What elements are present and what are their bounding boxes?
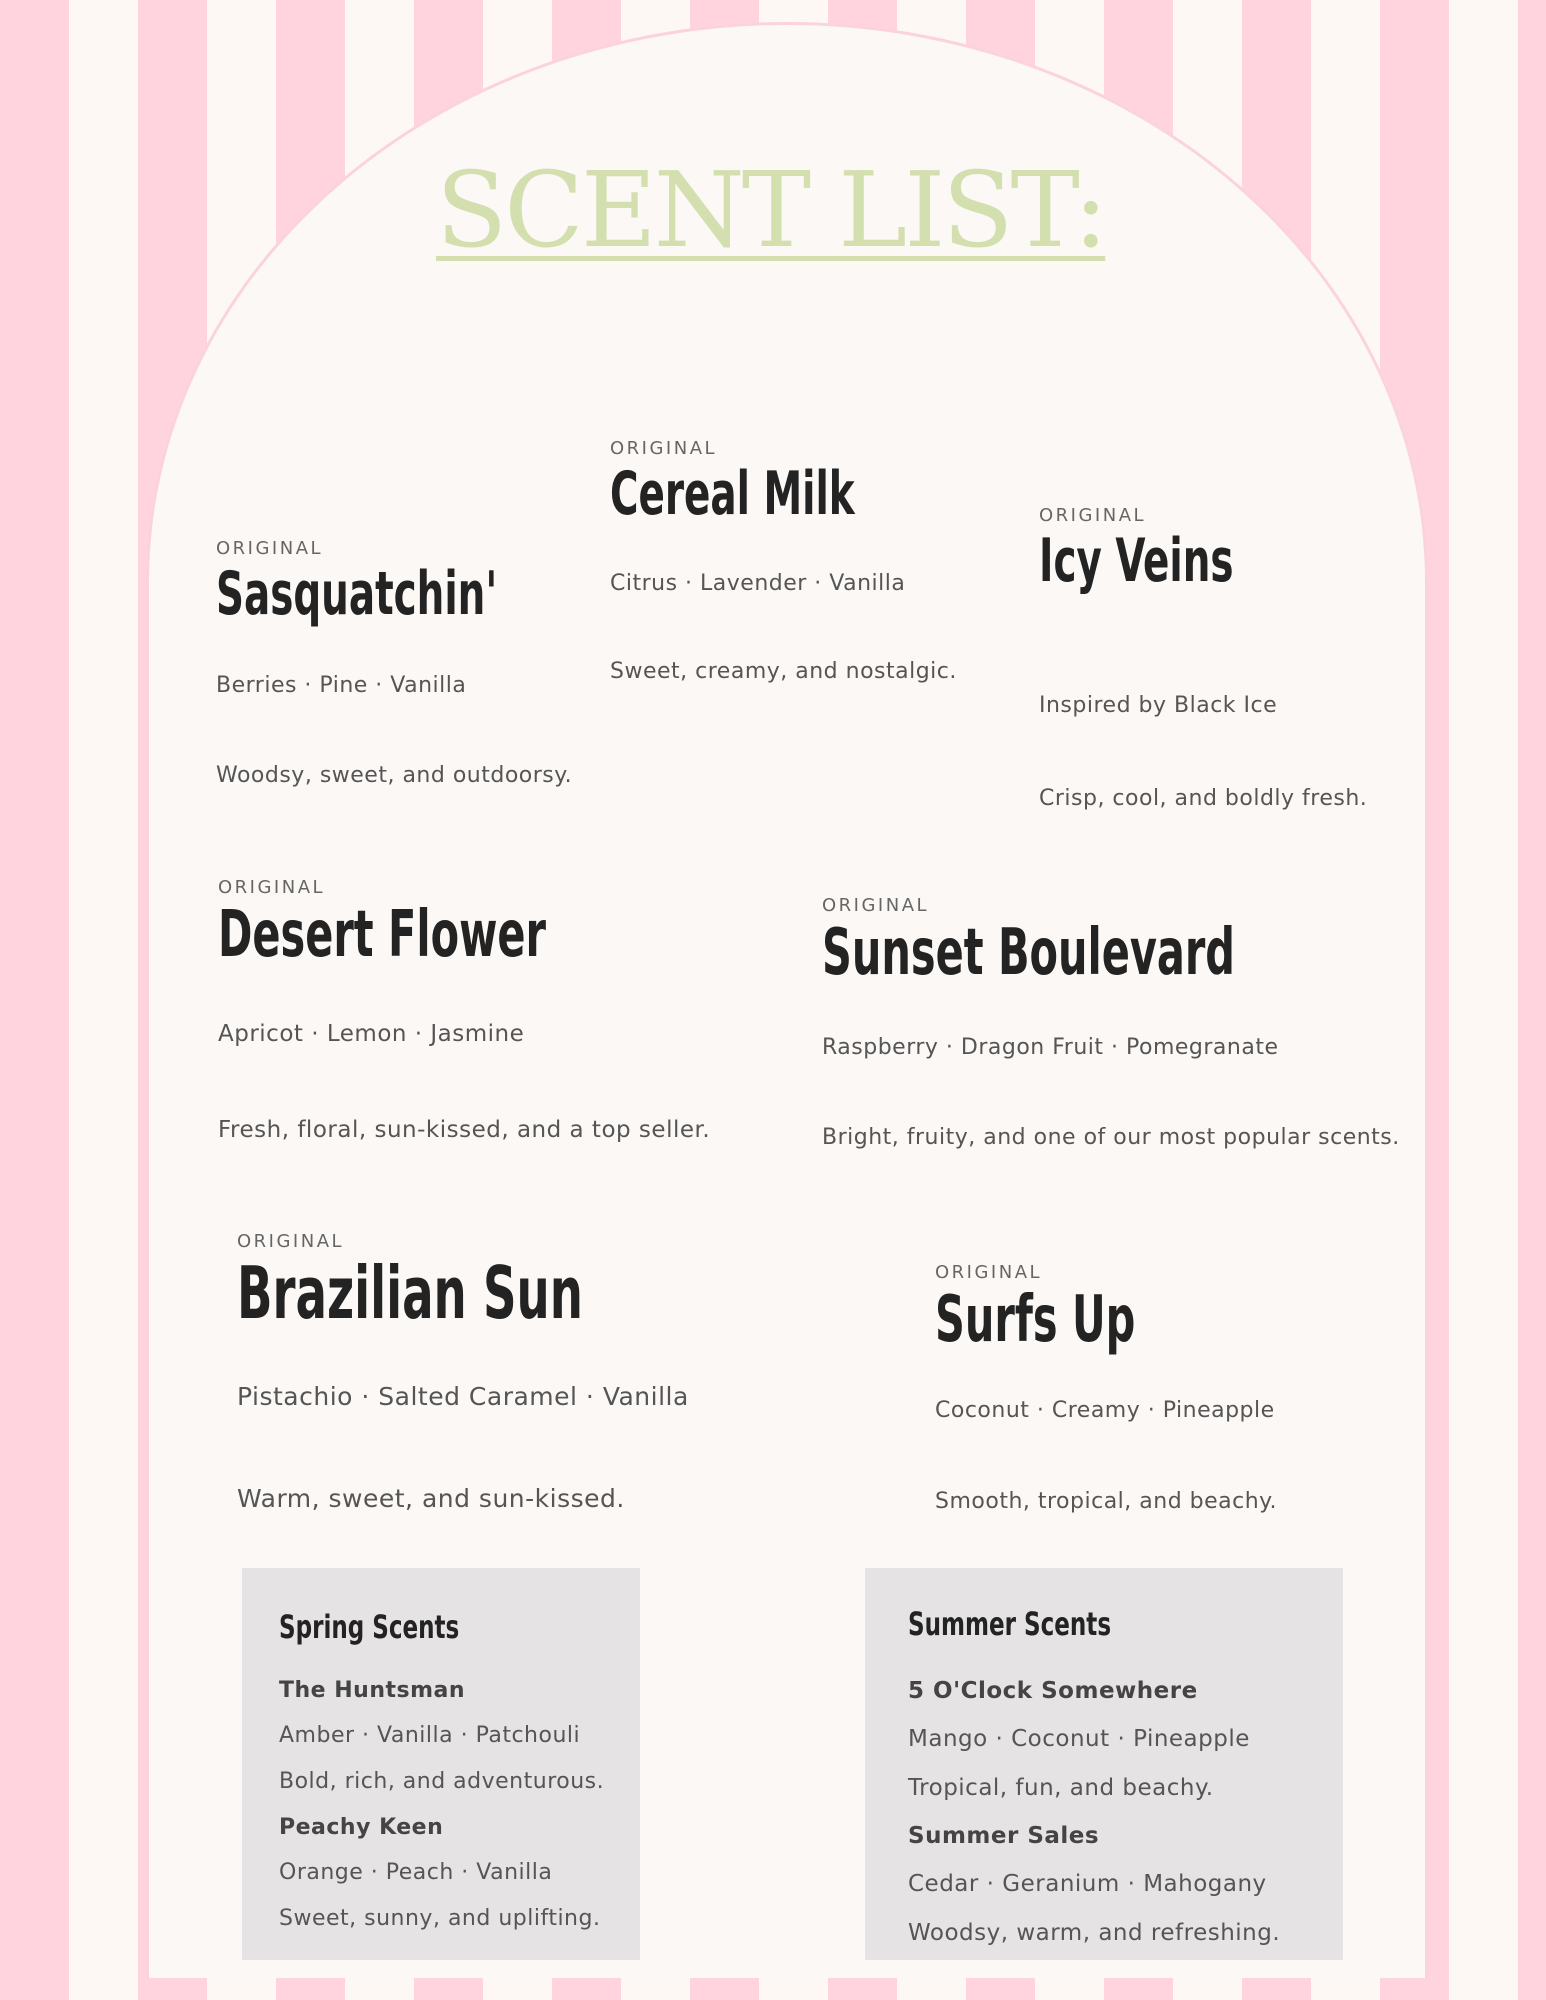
summer-item-description: Tropical, fun, and beachy. <box>908 1775 1214 1801</box>
spring-item-notes: Amber · Vanilla · Patchouli <box>279 1723 581 1748</box>
summer-scents-title: Summer Scents <box>908 1605 1112 1643</box>
spring-scents-title: Spring Scents <box>279 1608 460 1646</box>
scent-notes: Berries · Pine · Vanilla <box>216 673 467 698</box>
scent-card <box>610 440 990 690</box>
scent-tag: ORIGINAL <box>935 1262 1043 1283</box>
scent-card <box>216 540 596 800</box>
scent-card <box>822 897 1422 1157</box>
scent-tag: ORIGINAL <box>237 1231 345 1252</box>
scent-description: Woodsy, sweet, and outdoorsy. <box>216 763 573 788</box>
scent-notes: Apricot · Lemon · Jasmine <box>218 1021 525 1047</box>
scent-tag: ORIGINAL <box>1039 505 1147 526</box>
scent-description: Smooth, tropical, and beachy. <box>935 1489 1278 1514</box>
summer-item-description: Woodsy, warm, and refreshing. <box>908 1920 1281 1946</box>
scent-name: Sunset Boulevard <box>822 916 1235 990</box>
summer-item-notes: Mango · Coconut · Pineapple <box>908 1726 1250 1752</box>
scent-description: Bright, fruity, and one of our most popular scents. <box>822 1125 1400 1150</box>
spring-item-description: Sweet, sunny, and uplifting. <box>279 1906 601 1931</box>
scent-description: Fresh, floral, sun-kissed, and a top seller. <box>218 1117 711 1143</box>
scent-notes: Citrus · Lavender · Vanilla <box>610 571 906 596</box>
scent-description: Crisp, cool, and boldly fresh. <box>1039 786 1368 811</box>
spring-item-name: The Huntsman <box>279 1678 466 1703</box>
scent-tag: ORIGINAL <box>610 438 718 459</box>
scent-tag: ORIGINAL <box>822 895 930 916</box>
scent-notes: Coconut · Creamy · Pineapple <box>935 1398 1275 1423</box>
scent-name: Brazilian Sun <box>237 1251 583 1335</box>
scent-notes: Raspberry · Dragon Fruit · Pomegranate <box>822 1035 1279 1060</box>
scent-description: Sweet, creamy, and nostalgic. <box>610 659 957 684</box>
scent-card <box>935 1264 1375 1524</box>
summer-item-notes: Cedar · Geranium · Mahogany <box>908 1871 1267 1897</box>
scent-notes: Pistachio · Salted Caramel · Vanilla <box>237 1382 689 1411</box>
spring-item-description: Bold, rich, and adventurous. <box>279 1769 605 1794</box>
scent-name: Icy Veins <box>1039 526 1234 596</box>
scent-card <box>1039 507 1419 817</box>
scent-notes: Inspired by Black Ice <box>1039 693 1278 718</box>
scent-description: Warm, sweet, and sun-kissed. <box>237 1484 625 1513</box>
scent-tag: ORIGINAL <box>218 877 326 898</box>
spring-item-notes: Orange · Peach · Vanilla <box>279 1860 553 1885</box>
scent-card <box>218 879 778 1149</box>
scent-name: Sasquatchin' <box>216 559 498 629</box>
summer-scents-box <box>865 1568 1343 1960</box>
page-title: SCENT LIST: <box>436 149 1106 271</box>
scent-tag: ORIGINAL <box>216 538 324 559</box>
scent-card <box>237 1233 797 1523</box>
summer-item-name: 5 O'Clock Somewhere <box>908 1678 1198 1704</box>
summer-item-name: Summer Sales <box>908 1823 1100 1849</box>
scent-name: Cereal Milk <box>610 459 855 529</box>
scent-name: Desert Flower <box>218 898 546 972</box>
scent-name: Surfs Up <box>935 1283 1136 1357</box>
spring-item-name: Peachy Keen <box>279 1815 444 1840</box>
spring-scents-box <box>242 1568 640 1960</box>
